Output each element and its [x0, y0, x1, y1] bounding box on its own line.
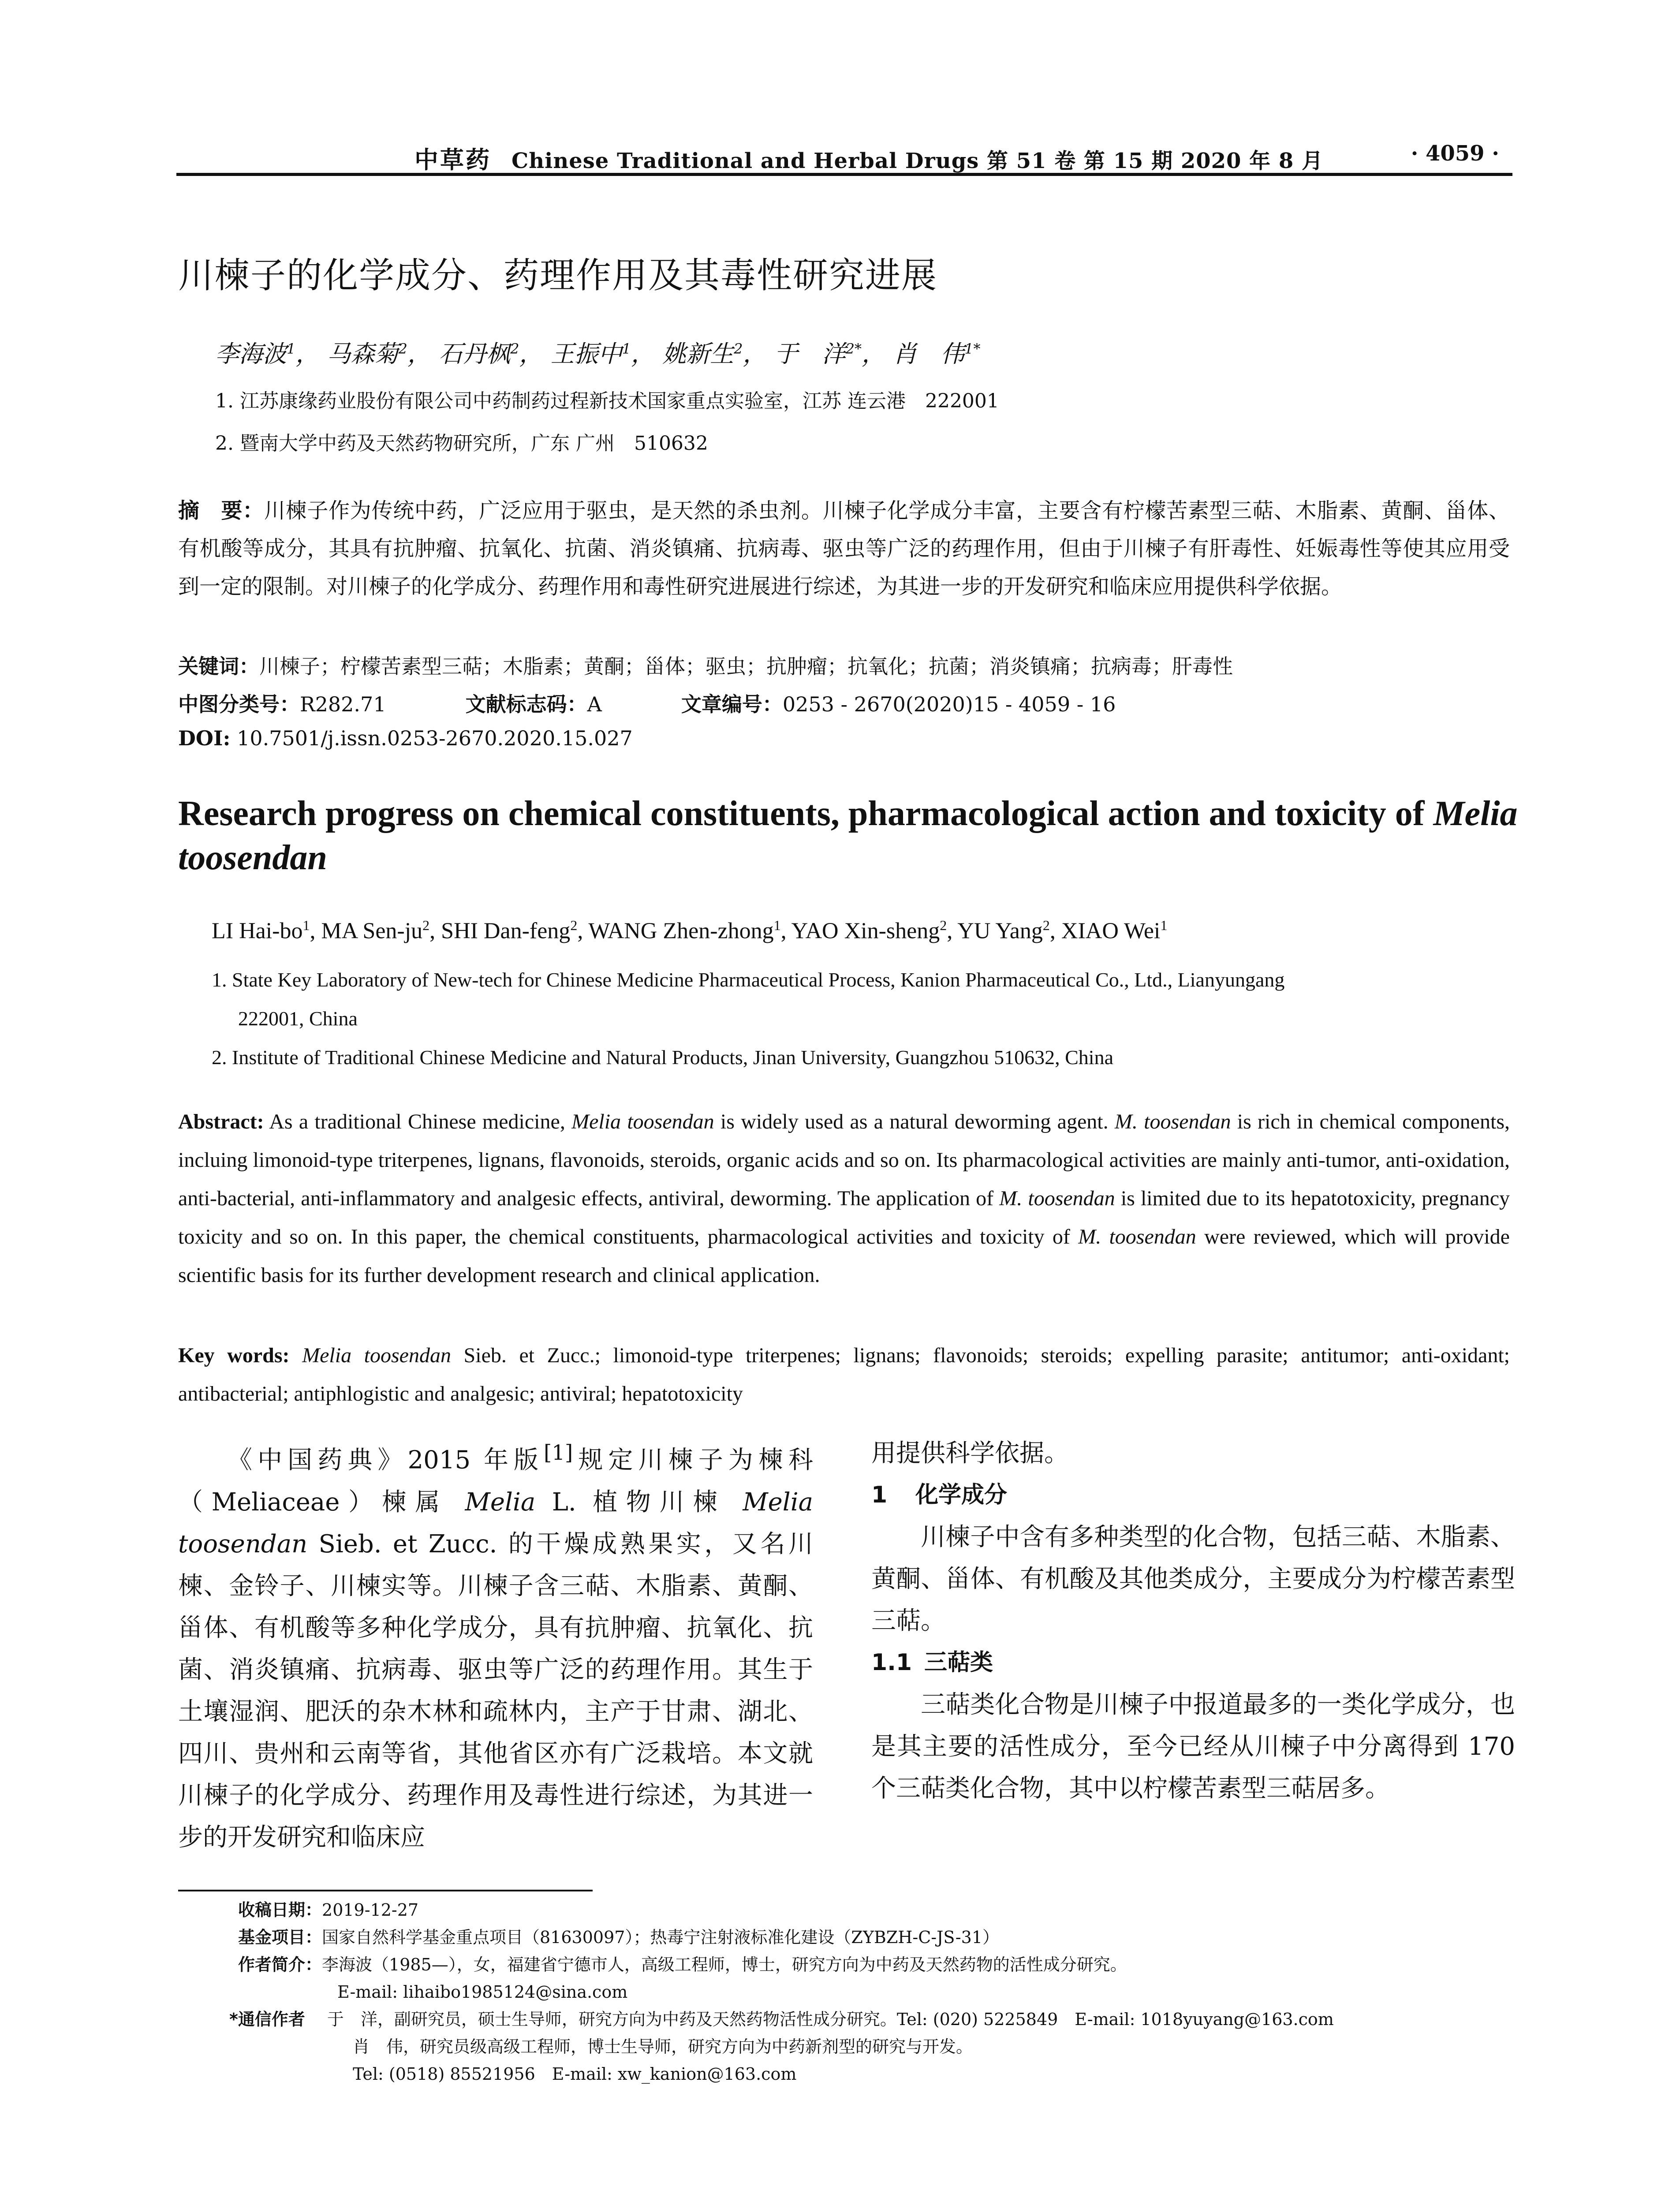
genus-name: Melia: [465, 1487, 536, 1517]
author-sup: 2: [734, 340, 743, 357]
body-column-left: [178, 1432, 813, 1858]
affiliation: 2. 暨南大学中药及天然药物研究所，广东 广州 510632: [215, 432, 708, 455]
author: 肖 伟: [893, 340, 965, 368]
section-number: 1: [871, 1482, 888, 1508]
keywords-cn: [178, 650, 1233, 680]
author-en-sup: 2: [940, 917, 947, 933]
footnote-fund: [238, 1924, 1517, 1951]
title-cn: 川楝子的化学成分、药理作用及其毒性研究进展: [178, 255, 937, 296]
author: 王振中: [550, 340, 622, 368]
author-sup: 2: [510, 340, 519, 357]
species-name: Melia toosendan: [178, 1487, 813, 1558]
keywords-en-label: Key words:: [178, 1344, 290, 1367]
journal-issue: Chinese Traditional and Herbal Drugs 第 51 卷 第 15 期 2020 年 8 月: [511, 149, 1323, 173]
abstract-en-text: were reviewed, which will provide scientific basis for its further development research and clinical application.: [178, 1225, 1510, 1287]
species-name: M. toosendan: [1078, 1225, 1196, 1248]
section-title: 化学成分: [915, 1482, 1008, 1508]
affiliations-cn: [215, 380, 999, 465]
footnote-text: 国家自然科学基金重点项目（81630097）；热毒宁注射液标准化建设（ZYBZH-C-JS-31）: [322, 1928, 999, 1947]
doi-line: [178, 726, 633, 750]
author-en: MA Sen-ju: [321, 918, 423, 944]
journal-logo: 中草药: [414, 146, 491, 174]
footnote-text: 李海波（1985—），女，福建省宁德市人，高级工程师，博士，研究方向为中药及天然药物的活性成分研究。: [322, 1955, 1127, 1974]
footnote-text: 于 洋，副研究员，硕士生导师，研究方向为中药及天然药物活性成分研究。Tel: (020) 5225849 E-mail: 1018yuyang@163.com: [327, 2010, 1334, 2029]
intro-paragraph-cont: 用提供科学依据。: [871, 1439, 1069, 1468]
author-en-sup: 1: [1160, 917, 1168, 933]
affiliations-en: [212, 960, 1517, 1077]
abstract-cn-label: 摘 要：: [178, 498, 264, 523]
doi-value: 10.7501/j.issn.0253-2670.2020.15.027: [237, 726, 633, 750]
clc-label: 中图分类号：: [178, 692, 300, 716]
author-sup: 1: [622, 340, 631, 357]
footnote-label: 作者简介：: [238, 1955, 322, 1974]
author-en: YU Yang: [957, 918, 1043, 944]
footnote-label: 基金项目：: [238, 1928, 322, 1947]
species-name: M. toosendan: [999, 1187, 1115, 1210]
author-en-sup: 2: [1042, 917, 1050, 933]
keywords-en-text: Sieb. et Zucc.; limonoid-type triterpenes; lignans; flavonoids; steroids; expelling parasite; antitumor; anti-oxidant; antibacterial; antiphlogistic and analgesic; antiviral; hepatotoxicity: [178, 1344, 1510, 1405]
abstract-en-text: is limited due to its hepatotoxicity, pregnancy toxicity and so on. In this paper, the chemical constituents, pharmacological activities and toxicity of: [178, 1187, 1510, 1248]
affiliation: 1. 江苏康缘药业股份有限公司中药制药过程新技术国家重点实验室，江苏 连云港 222001: [215, 390, 999, 412]
section-1-paragraph: 川楝子中含有多种类型的化合物，包括三萜、木脂素、黄酮、甾体、有机酸及其他类成分，主要成分为柠檬苦素型三萜。: [871, 1523, 1515, 1635]
section-heading-1-1: [871, 1642, 1515, 1684]
author-sup: 1: [287, 340, 296, 357]
body-text: 规定川楝子为楝科（Meliaceae）楝属: [178, 1446, 813, 1517]
author-sup: 2: [398, 340, 407, 357]
author-en-sup: 2: [422, 917, 430, 933]
footnote-bio-email: E-mail: lihaibo1985124@sina.com: [337, 1982, 628, 2002]
footnote-text: 2019-12-27: [322, 1900, 419, 1920]
abstract-en-text: is widely used as a natural deworming agent.: [714, 1110, 1115, 1133]
section-1-1-paragraph: 三萜类化合物是川楝子中报道最多的一类化学成分，也是其主要的活性成分，至今已经从川楝子中分离得到 170 个三萜类化合物，其中以柠檬苦素型三萜居多。: [871, 1690, 1515, 1803]
article-no-label: 文章编号：: [681, 692, 783, 716]
abstract-en-text: As a traditional Chinese medicine,: [264, 1110, 572, 1133]
authors-en: LI Hai-$bo^1$, MA Sen-$ju^2$, SHI Dan-feng$^2$, WANG Zhen-zhong$^1$, YAO Xin-sheng$^2$, YU Yang$^2$, XIAO Wei$^1$: [212, 917, 1168, 944]
page-number: · 4059 ·: [1411, 141, 1499, 166]
author-en: LI Hai-bo: [212, 918, 303, 944]
citation-ref[interactable]: [1]: [544, 1441, 573, 1465]
author-en: XIAO Wei: [1061, 918, 1161, 944]
intro-paragraph: [178, 1432, 813, 1858]
affiliation-en-cont: 222001, China: [238, 1007, 358, 1030]
footnote-corresponding-2-contact: Tel: (0518) 85521956 E-mail: xw_kanion@163.com: [353, 2064, 797, 2084]
author-en-sup: 1: [302, 917, 310, 933]
article-no-value: 0253 - 2670(2020)15 - 4059 - 16: [782, 692, 1116, 716]
doi-label: DOI:: [178, 726, 231, 750]
doc-code-label: 文献标志码：: [465, 692, 587, 716]
title-en-main: Research progress on chemical constituents, pharmacological action and toxicity of: [178, 794, 1434, 833]
author: 李海波: [215, 340, 287, 368]
body-text: L. 植物川楝: [535, 1487, 743, 1517]
title-en: [178, 792, 1519, 880]
author: 姚新生: [662, 340, 734, 368]
title-en-species: Melia toosendan: [178, 794, 1518, 877]
affiliation-en: 1. State Key Laboratory of New-tech for Chinese Medicine Pharmaceutical Process, Kanion Pharmaceutical Co., Ltd., Lianyungang: [212, 968, 1285, 991]
author-en-sup: 2: [570, 917, 578, 933]
journal-name: [414, 141, 1323, 175]
footnote-corresponding: [229, 2006, 1517, 2033]
doc-code-value: A: [587, 692, 602, 716]
running-header: [176, 138, 1512, 176]
author: 石丹枫: [439, 340, 511, 368]
footnote-label: 收稿日期：: [238, 1900, 322, 1920]
keywords-cn-text: 川楝子；柠檬苦素型三萜；木脂素；黄酮；甾体；驱虫；抗肿瘤；抗氧化；抗菌；消炎镇痛；抗病毒；肝毒性: [259, 654, 1233, 678]
section-title: 三萜类: [924, 1649, 993, 1676]
abstract-en-label: Abstract:: [178, 1110, 264, 1133]
species-name: Melia toosendan: [571, 1110, 714, 1133]
author-sup: 1*: [964, 340, 981, 357]
author: 马森菊: [327, 340, 399, 368]
abstract-en: [178, 1102, 1510, 1294]
body-text: 《中国药典》2015 年版: [228, 1446, 544, 1475]
body-column-right: [871, 1432, 1515, 1809]
abstract-en-text: is rich in chemical components, incluing limonoid-type triterpenes, lignans, flavonoids, steroids, organic acids and so on. Its pharmacological activities are mainly anti-tumor, anti-oxidation, anti-bacterial, anti-inflammatory and analgesic effects, antiviral, deworming. The application of: [178, 1110, 1510, 1210]
clc-value: R282.71: [300, 692, 386, 716]
author-en-sup: 1: [773, 917, 781, 933]
keywords-cn-label: 关键词：: [178, 654, 259, 678]
footnotes: [229, 1896, 1517, 2088]
author-en: SHI Dan-feng: [441, 918, 571, 944]
authors-cn: 李海波$^1$， 马森菊$^2$， 石丹枫$^2$， 王振中$^1$， 姚新生$^2$， 于 洋$^{2*}$， 肖 伟$^{1*}$: [215, 340, 981, 368]
section-number: 1.1: [871, 1649, 912, 1676]
keywords-en-species: Melia toosendan: [289, 1344, 451, 1367]
footnote-received: [238, 1896, 1517, 1924]
author: 于 洋: [774, 340, 846, 368]
footnote-divider: [178, 1890, 593, 1891]
author-sup: 2*: [845, 340, 862, 357]
footnote-bio: [238, 1951, 1517, 1978]
abstract-cn: [178, 492, 1510, 605]
body-text: Sieb. et Zucc. 的干燥成熟果实，又名川楝、金铃子、川楝实等。川楝子含三萜、木脂素、黄酮、甾体、有机酸等多种化学成分，具有抗肿瘤、抗氧化、抗菌、消炎镇痛、抗病毒、驱虫等广泛的药理作用。其生于土壤湿润、肥沃的杂木林和疏林内，主产于甘肃、湖北、四川、贵州和云南等省，其他省区亦有广泛栽培。本文就川楝子的化学成分、药理作用及毒性进行综述，为其进一步的开发研究和临床应: [178, 1529, 813, 1852]
author-en: YAO Xin-sheng: [791, 918, 940, 944]
classification-line: [178, 688, 1116, 718]
author-en: WANG Zhen-zhong: [588, 918, 774, 944]
keywords-en: [178, 1336, 1510, 1413]
section-heading-1: [871, 1474, 1515, 1516]
footnote-label: *通信作者: [229, 2010, 305, 2029]
affiliation-en: 2. Institute of Traditional Chinese Medicine and Natural Products, Jinan University, Guangzhou 510632, China: [212, 1046, 1114, 1069]
species-name: M. toosendan: [1114, 1110, 1231, 1133]
abstract-cn-text: 川楝子作为传统中药，广泛应用于驱虫，是天然的杀虫剂。川楝子化学成分丰富，主要含有柠檬苦素型三萜、木脂素、黄酮、甾体、有机酸等成分，其具有抗肿瘤、抗氧化、抗菌、消炎镇痛、抗病毒、驱虫等广泛的药理作用，但由于川楝子有肝毒性、妊娠毒性等使其应用受到一定的限制。对川楝子的化学成分、药理作用和毒性研究进展进行综述，为其进一步的开发研究和临床应用提供科学依据。: [178, 498, 1510, 599]
footnote-corresponding-2: 肖 伟，研究员级高级工程师，博士生导师，研究方向为中药新剂型的研究与开发。: [353, 2037, 973, 2056]
